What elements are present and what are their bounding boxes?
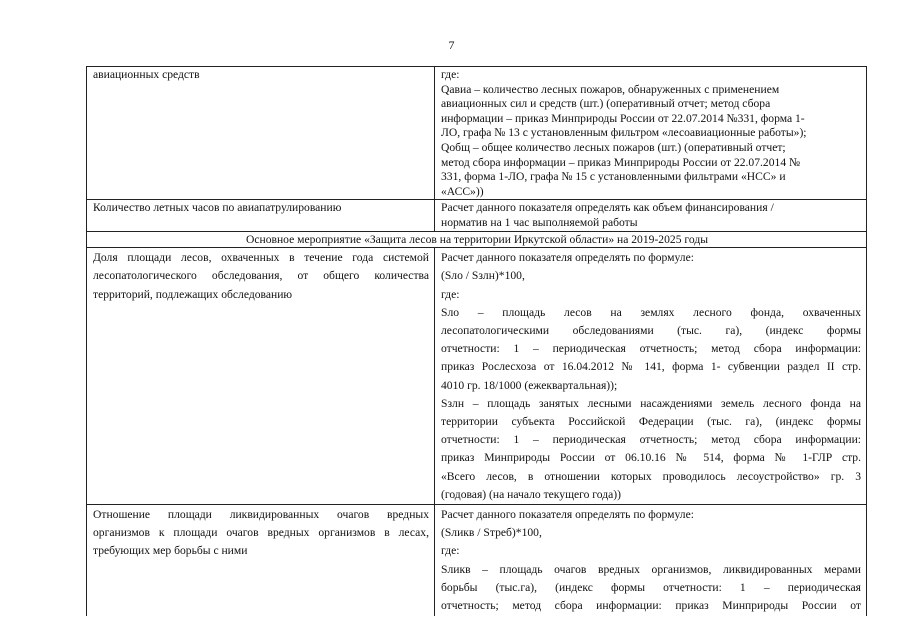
method-line: (годовая) (на начало текущего года))	[441, 487, 622, 501]
method-line: «Всего лесов, в отношении которых проводилось лесоустройство» гр. 3	[441, 469, 861, 483]
method-cell	[435, 248, 867, 505]
section-header: Основное мероприятие «Защита лесов на территории Иркутской области» на 2019-2025 годы	[87, 231, 867, 248]
method-line: информации – приказ Минприроды России от 22.07.2014 №331, форма 1-	[441, 111, 805, 125]
page-number: 7	[448, 38, 455, 52]
method-cell	[435, 504, 867, 616]
indicator-name-line: организмов к площади очагов вредных организмов в лесах,	[93, 526, 429, 540]
table-row	[87, 248, 867, 505]
method-line: где:	[441, 68, 460, 81]
table-row	[87, 67, 867, 200]
section-header-row	[87, 231, 867, 248]
method-line: Расчет данного показателя определять по формуле:	[441, 251, 694, 265]
method-line: Sзлн – площадь занятых лесными насаждениями земель лесного фонда на	[441, 396, 861, 410]
method-line: территории субъекта Российской Федерации (тыс. га), (индекс формы	[441, 414, 861, 428]
method-line: Qавиа – количество лесных пожаров, обнаруженных с применением	[441, 82, 780, 96]
formula: (Sликв / Sтреб)*100,	[441, 526, 542, 540]
method-line: борьбы (тыс.га), (индекс формы отчетности: 1 – периодическая	[441, 580, 861, 594]
method-line: ЛО, графа № 13 с установленным фильтром «лесоавиационные работы»);	[441, 126, 807, 140]
method-line: где:	[441, 287, 460, 301]
indicator-name-line: требующих мер борьбы с ними	[93, 544, 248, 558]
method-cell	[435, 200, 867, 231]
method-line: приказ Минприроды России от 06.10.16 № 514, форма № 1-ГЛР стр.	[441, 451, 861, 465]
indicator-name: авиационных средств	[93, 68, 200, 81]
indicator-name-line: территорий, подлежащих обследованию	[93, 287, 293, 301]
method-line: авиационных сил и средств (шт.) (оперативный отчет; метод сбора	[441, 97, 771, 111]
method-cell	[435, 67, 867, 200]
method-line: 4010 гр. 18/1000 (ежеквартальная));	[441, 378, 618, 392]
table-row	[87, 504, 867, 616]
method-line: отчетности: 1 – периодическая отчетность; метод сбора информации:	[441, 342, 861, 356]
table-row	[87, 200, 867, 231]
method-line: отчетности: 1 – периодическая отчетность; метод сбора информации:	[441, 433, 861, 447]
method-line: метод сбора информации – приказ Минприроды России от 22.07.2014 №	[441, 155, 801, 169]
method-line: Расчет данного показателя определять как объем финансирования /	[441, 201, 774, 215]
method-line: Sликв – площадь очагов вредных организмов, ликвидированных мерами	[441, 562, 861, 576]
method-line: 331, форма 1-ЛО, графа № 15 с установленными фильтрами «НСС» и	[441, 170, 786, 184]
method-line: норматив на 1 час выполняемой работы	[441, 215, 638, 229]
indicator-name-line: Отношение площади ликвидированных очагов вредных	[93, 507, 429, 521]
formula: (Sло / Sзлн)*100,	[441, 269, 525, 283]
indicator-name-cell	[87, 200, 435, 231]
method-line: Sло – площадь лесов на землях лесного фонда, охваченных	[441, 305, 861, 319]
indicator-name-cell	[87, 248, 435, 505]
method-line: Qобщ – общее количество лесных пожаров (шт.) (оперативный отчет;	[441, 140, 786, 154]
method-line: Расчет данного показателя определять по формуле:	[441, 507, 694, 521]
method-line: «АСС»))	[441, 184, 484, 198]
indicator-name: Количество летных часов по авиапатрулированию	[93, 201, 342, 215]
method-line: отчетность; метод сбора информации: приказ Минприроды России от	[441, 598, 861, 612]
method-line: лесопатологическими обследованиями (тыс. га), (индекс формы	[441, 323, 861, 337]
indicators-table	[86, 66, 867, 616]
indicator-name-line: Доля площади лесов, охваченных в течение года системой	[93, 251, 429, 265]
indicator-name-cell	[87, 67, 435, 200]
indicator-name-line: лесопатологического обследования, от общего количества	[93, 269, 429, 283]
method-line: приказ Рослесхоза от 16.04.2012 № 141, форма 1- субвенции раздел II стр.	[441, 360, 861, 374]
indicator-name-cell	[87, 504, 435, 616]
method-line: где:	[441, 544, 460, 558]
